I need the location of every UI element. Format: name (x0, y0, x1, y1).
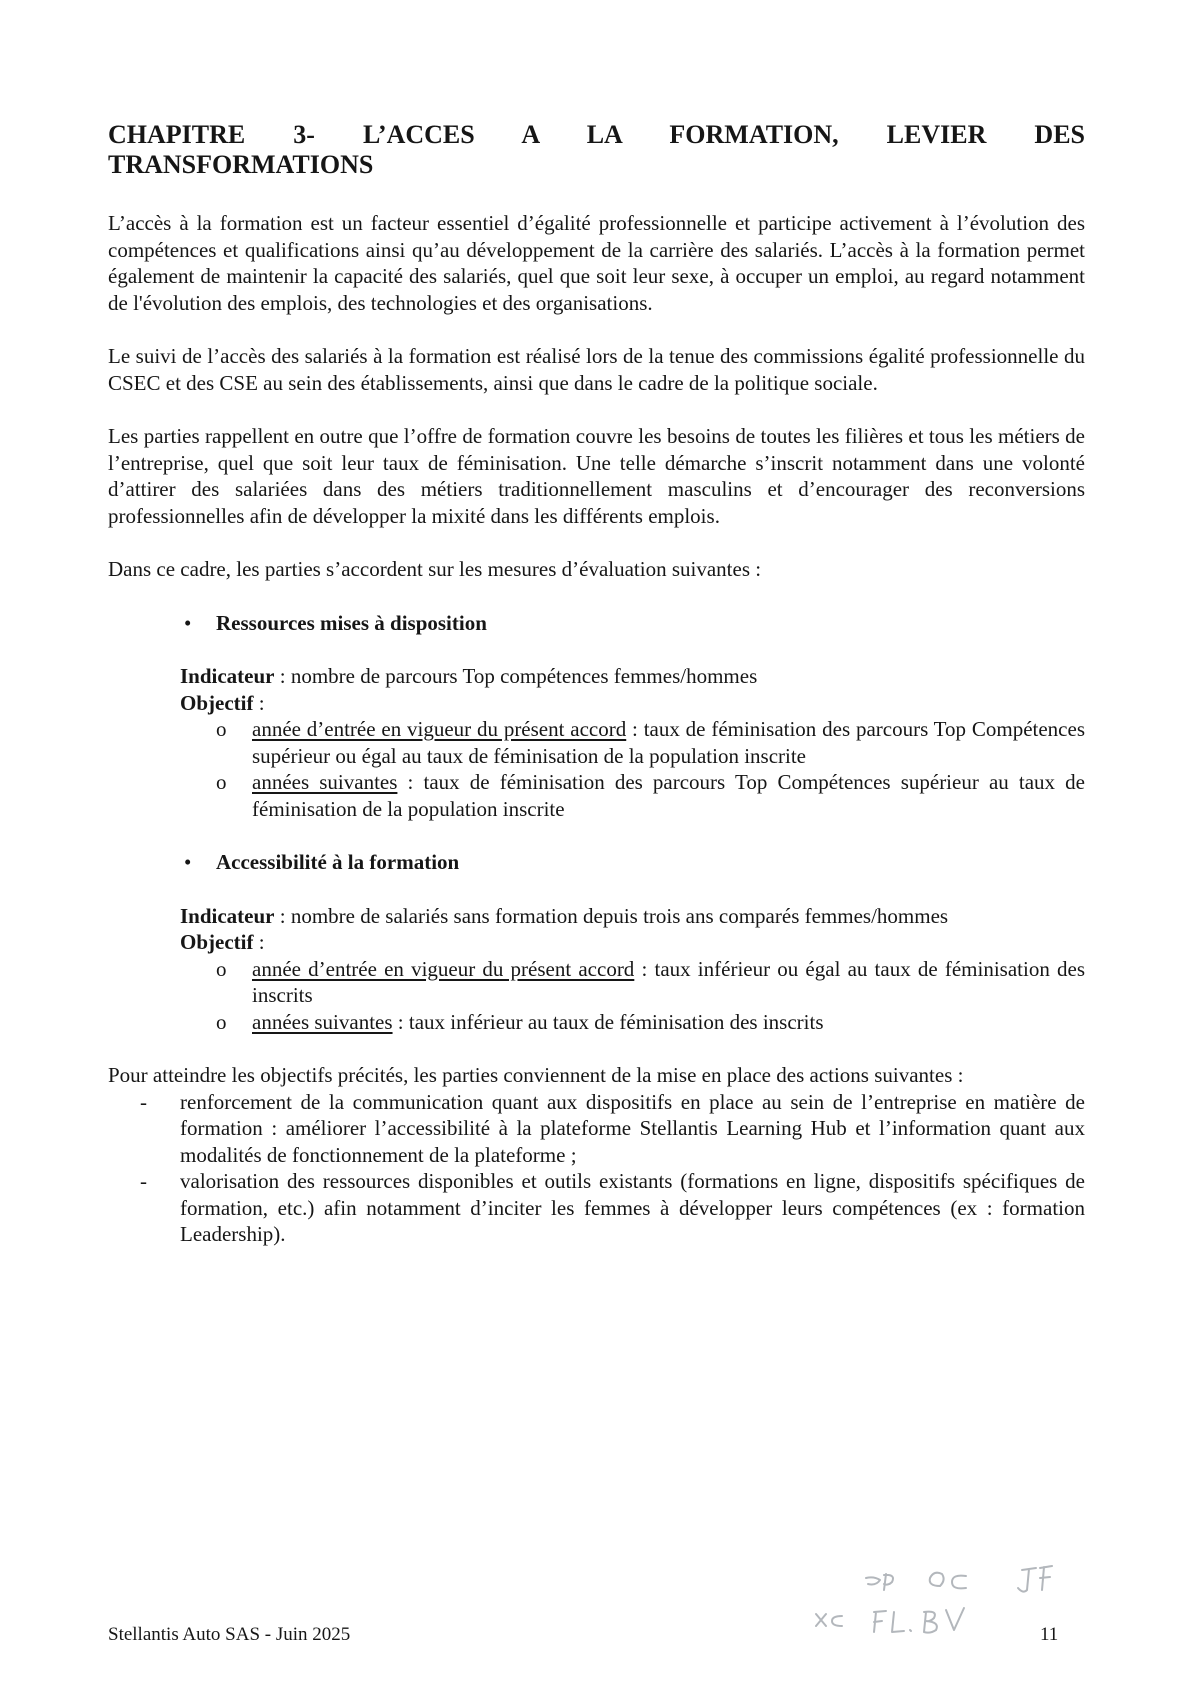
section-heading-text: Ressources mises à disposition (216, 610, 487, 635)
sub-bullet: o (216, 770, 227, 794)
objective-label: Objectif (180, 930, 254, 954)
sub-bullet: o (216, 956, 227, 981)
action-item-text: renforcement de la communication quant aux dispositifs en place au sein de l’entreprise en matière de formation : améliorer l’accessibilité à la plateforme Stellantis Learning Hub et l’information quant aux modalités de fonctionnement de la plateforme ; (180, 1089, 1085, 1167)
chapter-title-line2: TRANSFORMATIONS (108, 150, 374, 179)
paragraph-monitoring: Le suivi de l’accès des salariés à la formation est réalisé lors de la tenue des commissions égalité professionnelle du CSEC et des CSE au sein des établissements, ainsi que dans le cadre de la politique sociale. (108, 344, 1085, 395)
initials-drawing (810, 1560, 1070, 1640)
objective-item (216, 1009, 1085, 1036)
initial-bv-v (946, 1608, 964, 1630)
initial-jp-p (884, 1574, 893, 1590)
page-number: 11 (1040, 1624, 1059, 1645)
dash-bullet: - (140, 1089, 147, 1114)
indicator-line (180, 903, 1085, 930)
action-item (140, 1089, 1085, 1169)
initial-jf-f (1040, 1566, 1052, 1590)
indicator-label: Indicateur (180, 664, 275, 688)
initial-jf-j (1018, 1568, 1036, 1592)
paragraph-intro: L’accès à la formation est un facteur essentiel d’égalité professionnelle et participe activement à l’évolution des compétences et qualifications ainsi qu’au développement de la carrière des salariés. L’accès à la formation permet également de maintenir la capacité des salariés, quel que soit leur sexe, à occuper un emploi, au regard notamment de l'évolution des emplois, des technologies et des organisations. (108, 211, 1085, 315)
page-content (108, 120, 1085, 1248)
section-heading-accessibility (184, 849, 1085, 876)
sub-bullet: o (216, 717, 227, 741)
objective-label: Objectif (180, 690, 254, 715)
objective-line (180, 690, 1085, 717)
initial-fl-dot (910, 1630, 911, 1631)
initial-fl-f (874, 1611, 886, 1632)
initial-oc-c (952, 1576, 966, 1589)
objective-item-label: année d’entrée en vigueur du présent accord (252, 717, 627, 741)
objective-suffix: : (253, 690, 265, 715)
objective-item-label: années suivantes (252, 1009, 393, 1034)
indicator-line (180, 663, 1085, 690)
indicator-text: : nombre de salariés sans formation depuis trois ans comparés femmes/hommes (274, 903, 949, 928)
objective-item-label: année d’entrée en vigueur du présent accord (252, 956, 635, 981)
initial-oc-o (930, 1573, 944, 1586)
bullet-dot: • (184, 610, 192, 635)
objective-item-text: : taux de féminisation des parcours Top Compétences supérieur au taux de féminisation de la population inscrite (252, 770, 1085, 821)
sub-bullet: o (216, 1009, 227, 1034)
footer-company-date: Stellantis Auto SAS - Juin 2025 (108, 1624, 351, 1645)
objective-list (216, 956, 1085, 1036)
initial-jp-j (866, 1577, 880, 1584)
objective-item (216, 956, 1085, 1009)
objective-item (216, 769, 1085, 822)
initial-fl-l (892, 1612, 904, 1632)
objective-item-label: années suivantes (252, 770, 398, 794)
section-heading-resources (184, 610, 1085, 637)
indicator-label: Indicateur (180, 903, 275, 928)
paragraph-actions-intro: Pour atteindre les objectifs précités, les parties conviennent de la mise en place des actions suivantes : (108, 1063, 964, 1087)
paragraph-measures-intro: Dans ce cadre, les parties s’accordent sur les mesures d’évaluation suivantes : (108, 557, 762, 581)
dash-bullet: - (140, 1169, 147, 1193)
handwritten-initials (810, 1560, 1070, 1640)
paragraph-training-offer: Les parties rappellent en outre que l’offre de formation couvre les besoins de toutes les filières et tous les métiers de l’entreprise, quel que soit leur taux de féminisation. Une telle démarche s’inscrit notamment dans une volonté d’attirer des salariées dans des métiers traditionnellement masculins et d’encourager des reconversions professionnelles afin de développer la mixité dans les différents emplois. (108, 424, 1085, 528)
initial-bv-b (924, 1612, 937, 1633)
bullet-dot: • (184, 850, 192, 874)
indicator-text: : nombre de parcours Top compétences femmes/hommes (274, 664, 758, 688)
action-item-text: valorisation des ressources disponibles et outils existants (formations en ligne, dispositifs spécifiques de formation, etc.) afin notamment d’inciter les femmes à développer leurs compétences (ex : formation Leadership). (180, 1169, 1085, 1246)
initial-xc-c (832, 1616, 842, 1626)
chapter-title-line1: CHAPITRE 3- L’ACCES A LA FORMATION, LEVIER DES (108, 120, 1085, 149)
actions-list (140, 1089, 1085, 1248)
objective-item (216, 716, 1085, 769)
objective-item-text: : taux de féminisation des parcours Top Compétences supérieur ou égal au taux de féminisation de la population inscrite (252, 717, 1085, 768)
objective-list (216, 716, 1085, 822)
objective-suffix: : (253, 930, 265, 954)
objective-item-text: : taux inférieur au taux de féminisation des inscrits (392, 1009, 824, 1034)
chapter-title (108, 120, 1085, 180)
section-heading-text: Accessibilité à la formation (216, 850, 460, 874)
action-item (140, 1168, 1085, 1248)
initial-xc-x (816, 1614, 826, 1626)
objective-item-text: : taux inférieur ou égal au taux de féminisation des inscrits (252, 956, 1085, 1007)
objective-line (180, 929, 1085, 956)
